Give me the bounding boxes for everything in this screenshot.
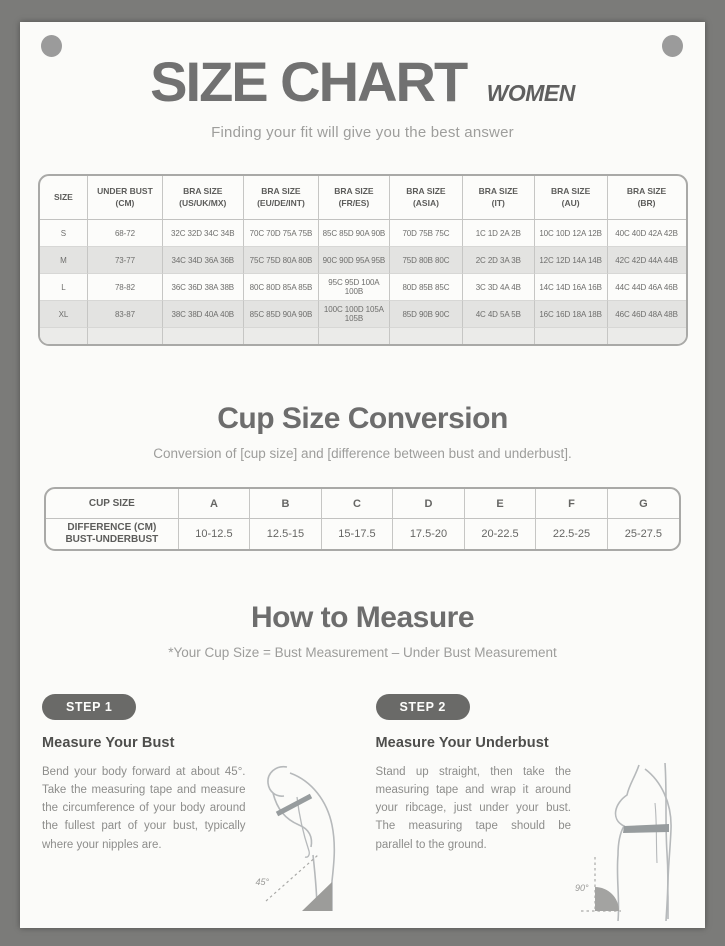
size-table-cell: 70D 75B 75C bbox=[389, 220, 462, 247]
header bbox=[20, 22, 705, 113]
size-table-cell: 34C 34D 36A 36B bbox=[162, 247, 243, 274]
size-table-cell: 80C 80D 85A 85B bbox=[243, 274, 318, 301]
size-table-row bbox=[40, 274, 686, 301]
difference-value: 15-17.5 bbox=[321, 519, 393, 549]
cup-conversion-section bbox=[20, 402, 705, 551]
cup-letter: G bbox=[607, 489, 679, 519]
step-2 bbox=[376, 694, 684, 921]
difference-value: 20-22.5 bbox=[464, 519, 536, 549]
step-1-badge: STEP 1 bbox=[42, 694, 136, 720]
size-table-cell: 2C 2D 3A 3B bbox=[462, 247, 534, 274]
pin-hole-left-icon bbox=[41, 35, 62, 57]
column-header: BRA SIZE (US/UK/MX) bbox=[162, 176, 243, 220]
size-table-cell: 68-72 bbox=[87, 220, 161, 247]
step-2-instructions: Stand up straight, then take the measuring tape and wrap it around your ribcage, just under your bust. The measuring tape should be parallel to the ground. bbox=[375, 766, 571, 851]
size-table-cell: 42C 42D 44A 44B bbox=[607, 247, 686, 274]
column-header: BRA SIZE (EU/DE/INT) bbox=[243, 176, 318, 220]
size-table-cell: 46C 46D 48A 48B bbox=[607, 301, 686, 328]
underbust-measure-illustration bbox=[575, 763, 683, 921]
size-table-cell: 32C 32D 34C 34B bbox=[162, 220, 243, 247]
step-2-badge: STEP 2 bbox=[376, 694, 470, 720]
cup-difference-row bbox=[46, 519, 679, 549]
cup-letter: D bbox=[392, 489, 464, 519]
column-header: BRA SIZE (IT) bbox=[462, 176, 534, 220]
size-table-cell: 14C 14D 16A 16B bbox=[534, 274, 607, 301]
step-1-angle-label: 45° bbox=[255, 877, 270, 887]
step-2-heading: Measure Your Underbust bbox=[375, 735, 549, 751]
size-table-cell: L bbox=[40, 274, 88, 301]
size-table bbox=[40, 176, 686, 344]
size-table-cell: 3C 3D 4A 4B bbox=[462, 274, 534, 301]
size-table-header-row bbox=[40, 176, 686, 220]
size-table-cell bbox=[87, 328, 161, 344]
difference-value: 25-27.5 bbox=[607, 519, 679, 549]
measure-section-title: How to Measure bbox=[250, 601, 475, 634]
size-table-body bbox=[40, 220, 686, 344]
cup-section-title: Cup Size Conversion bbox=[217, 402, 508, 435]
size-table-cell: 75D 80B 80C bbox=[389, 247, 462, 274]
cup-section-subtitle: Conversion of [cup size] and [difference between bust and underbust]. bbox=[153, 446, 572, 461]
size-table-row bbox=[40, 220, 686, 247]
difference-label: DIFFERENCE (CM) BUST-UNDERBUST bbox=[65, 522, 159, 545]
column-header: SIZE bbox=[40, 176, 88, 220]
size-table-cell: 95C 95D 100A 100B bbox=[318, 274, 389, 301]
difference-value: 12.5-15 bbox=[249, 519, 321, 549]
column-header: UNDER BUST (CM) bbox=[87, 176, 161, 220]
cup-letter: E bbox=[464, 489, 536, 519]
tagline: Finding your fit will give you the best answer bbox=[211, 124, 514, 141]
size-table-cell: 10C 10D 12A 12B bbox=[534, 220, 607, 247]
size-table-cell bbox=[318, 328, 389, 344]
difference-value: 17.5-20 bbox=[392, 519, 464, 549]
size-table-cell bbox=[162, 328, 243, 344]
size-table-cell bbox=[607, 328, 686, 344]
size-table-container bbox=[38, 174, 688, 346]
size-table-cell: 73-77 bbox=[87, 247, 161, 274]
column-header: BRA SIZE (ASIA) bbox=[389, 176, 462, 220]
how-to-measure-section bbox=[20, 601, 705, 921]
size-table-cell: 16C 16D 18A 18B bbox=[534, 301, 607, 328]
size-table-cell: 36C 36D 38A 38B bbox=[162, 274, 243, 301]
cup-header-row bbox=[46, 489, 679, 519]
standing-figure-icon bbox=[579, 763, 683, 921]
pin-hole-right-icon bbox=[662, 35, 683, 57]
step-1 bbox=[42, 694, 350, 921]
size-table-cell: M bbox=[40, 247, 88, 274]
cup-table-container bbox=[44, 487, 681, 551]
cup-letter: A bbox=[178, 489, 250, 519]
size-table-cell: 85C 85D 90A 90B bbox=[243, 301, 318, 328]
size-table-cell: 40C 40D 42A 42B bbox=[607, 220, 686, 247]
size-table-cell: 75C 75D 80A 80B bbox=[243, 247, 318, 274]
size-table-cell: 85D 90B 90C bbox=[389, 301, 462, 328]
bent-figure-icon bbox=[254, 763, 350, 913]
measure-section-subtitle: *Your Cup Size = Bust Measurement – Under Bust Measurement bbox=[168, 645, 557, 660]
page-title: SIZE CHART bbox=[150, 50, 467, 113]
poster-card bbox=[20, 22, 705, 928]
size-table-cell: 70C 70D 75A 75B bbox=[243, 220, 318, 247]
size-table-cell: 44C 44D 46A 46B bbox=[607, 274, 686, 301]
size-table-cell bbox=[40, 328, 88, 344]
step-2-angle-label: 90° bbox=[575, 883, 589, 893]
size-table-cell: 80D 85B 85C bbox=[389, 274, 462, 301]
step-1-heading: Measure Your Bust bbox=[42, 735, 175, 751]
size-table-row bbox=[40, 301, 686, 328]
size-table-cell: 85C 85D 90A 90B bbox=[318, 220, 389, 247]
size-table-cell: 90C 90D 95A 95B bbox=[318, 247, 389, 274]
column-header: BRA SIZE (FR/ES) bbox=[318, 176, 389, 220]
size-table-row bbox=[40, 328, 686, 344]
size-table-cell: 12C 12D 14A 14B bbox=[534, 247, 607, 274]
size-table-cell: 78-82 bbox=[87, 274, 161, 301]
size-table-cell: 1C 1D 2A 2B bbox=[462, 220, 534, 247]
size-table-cell: 38C 38D 40A 40B bbox=[162, 301, 243, 328]
size-table-cell: XL bbox=[40, 301, 88, 328]
size-table-cell: S bbox=[40, 220, 88, 247]
size-table-cell bbox=[389, 328, 462, 344]
measure-steps bbox=[20, 694, 705, 921]
cup-letter: B bbox=[249, 489, 321, 519]
cup-letter: F bbox=[535, 489, 607, 519]
bust-measure-illustration bbox=[254, 763, 350, 913]
cup-conversion-table bbox=[46, 489, 679, 549]
size-table-cell bbox=[534, 328, 607, 344]
cup-size-label: CUP SIZE bbox=[46, 489, 178, 519]
difference-value: 10-12.5 bbox=[178, 519, 250, 549]
audience-label: WOMEN bbox=[486, 80, 575, 106]
column-header: BRA SIZE (BR) bbox=[607, 176, 686, 220]
cup-letter: C bbox=[321, 489, 393, 519]
size-table-cell: 100C 100D 105A 105B bbox=[318, 301, 389, 328]
size-table-cell: 83-87 bbox=[87, 301, 161, 328]
size-table-cell: 4C 4D 5A 5B bbox=[462, 301, 534, 328]
size-table-cell bbox=[243, 328, 318, 344]
step-1-instructions: Bend your body forward at about 45°. Take the measuring tape and measure the circumference of your body around the fullest part of your bust, typically where your nipples are. bbox=[42, 766, 246, 851]
size-table-cell bbox=[462, 328, 534, 344]
size-table-row bbox=[40, 247, 686, 274]
difference-value: 22.5-25 bbox=[535, 519, 607, 549]
column-header: BRA SIZE (AU) bbox=[534, 176, 607, 220]
